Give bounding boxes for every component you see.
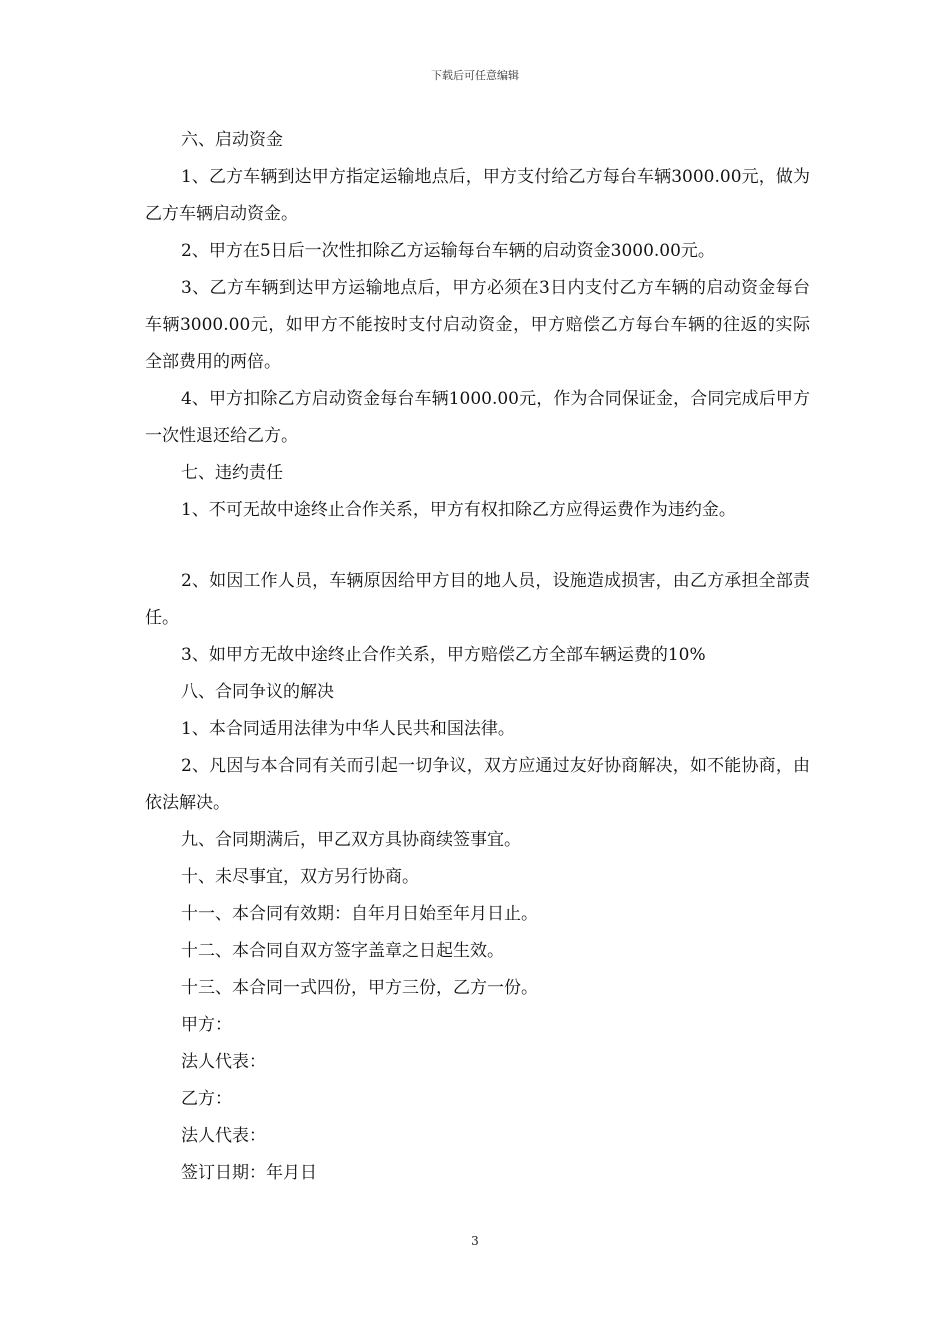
paragraph: 十二、本合同自双方签字盖章之日起生效。 <box>181 941 504 961</box>
signing-date: 签订日期：年月日 <box>181 1163 317 1183</box>
paragraph: 1、本合同适用法律为中华人民共和国法律。 <box>181 719 515 739</box>
paragraph: 1、乙方车辆到达甲方指定运输地点后，甲方支付给乙方每台车辆3000.00元，做为乙方车辆启动资金。 <box>145 167 810 224</box>
signature-party-a: 甲方： <box>181 1015 232 1035</box>
section-heading-dispute-resolution: 八、合同争议的解决 <box>181 682 334 702</box>
signature-legal-rep-a: 法人代表： <box>181 1052 266 1072</box>
paragraph: 3、如甲方无故中途终止合作关系，甲方赔偿乙方全部车辆运费的10% <box>181 645 706 665</box>
paragraph: 2、甲方在5日后一次性扣除乙方运输每台车辆的启动资金3000.00元。 <box>181 241 715 261</box>
paragraph: 十三、本合同一式四份，甲方三份，乙方一份。 <box>181 978 538 998</box>
paragraph: 2、凡因与本合同有关而引起一切争议，双方应通过友好协商解决，如不能协商，由依法解决。 <box>145 756 810 813</box>
signature-legal-rep-b: 法人代表： <box>181 1126 266 1146</box>
blank-line <box>145 529 810 563</box>
page-header: 下载后可任意编辑 <box>431 69 519 82</box>
paragraph: 十一、本合同有效期：自年月日始至年月日止。 <box>181 904 538 924</box>
paragraph: 3、乙方车辆到达甲方运输地点后，甲方必须在3日内支付乙方车辆的启动资金每台车辆3000.00元，如甲方不能按时支付启动资金，甲方赔偿乙方每台车辆的往返的实际全部费用的两倍。 <box>145 278 810 372</box>
paragraph: 4、甲方扣除乙方启动资金每台车辆1000.00元，作为合同保证金，合同完成后甲方一次性退还给乙方。 <box>145 389 810 446</box>
paragraph: 1、不可无故中途终止合作关系，甲方有权扣除乙方应得运费作为违约金。 <box>181 500 736 520</box>
paragraph: 2、如因工作人员，车辆原因给甲方目的地人员，设施造成损害，由乙方承担全部责任。 <box>145 571 810 628</box>
section-heading-breach-liability: 七、违约责任 <box>181 463 283 483</box>
paragraph: 十、未尽事宜，双方另行协商。 <box>181 867 419 887</box>
page-number: 3 <box>471 1234 479 1248</box>
paragraph: 九、合同期满后，甲乙双方具协商续签事宜。 <box>181 830 521 850</box>
signature-party-b: 乙方： <box>181 1089 232 1109</box>
document-body <box>145 122 810 1192</box>
section-heading-startup-funds: 六、启动资金 <box>181 130 283 150</box>
